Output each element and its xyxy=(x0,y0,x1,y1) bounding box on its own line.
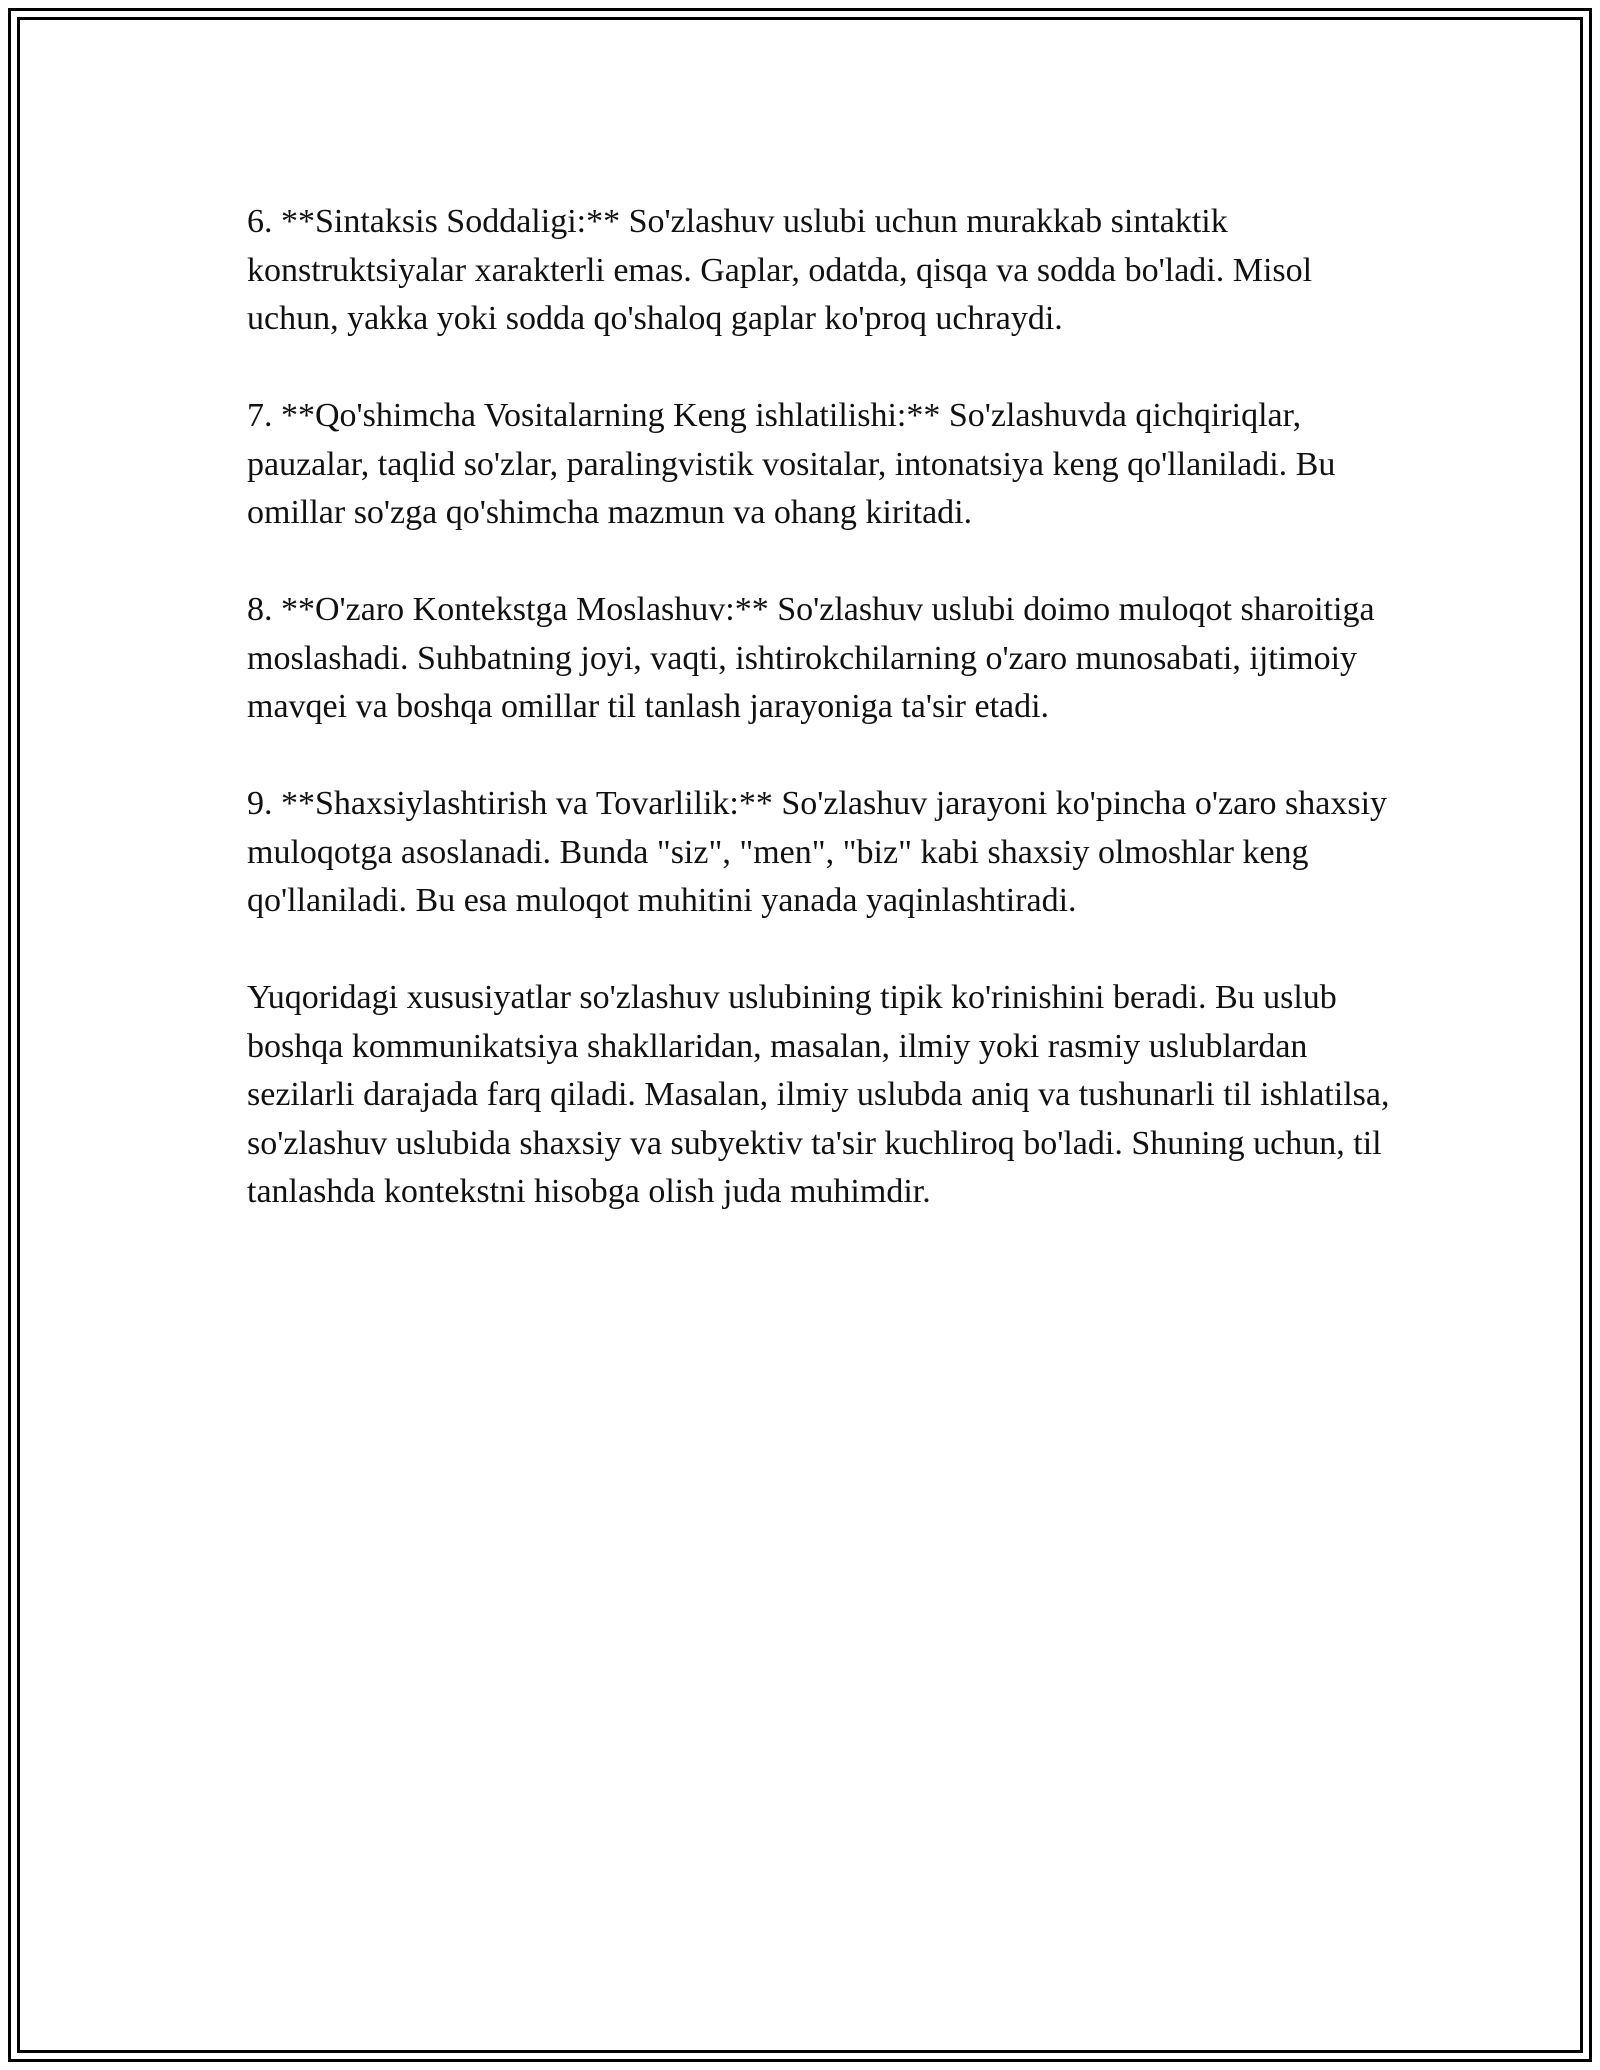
paragraph-item-9: 9. **Shaxsiylashtirish va Tovarlilik:** So'zlashuv jarayoni ko'pincha o'zaro shaxsiy muloqotga asoslanadi. Bunda "siz", "men", "biz" kabi shaxsiy olmoshlar keng qo'llaniladi. Bu esa muloqot muhitini yanada yaqinlashtiradi. xyxy=(247,785,1388,919)
paragraph-item-7: 7. **Qo'shimcha Vositalarning Keng ishlatilishi:** So'zlashuvda qichqiriqlar, pauzalar, taqlid so'zlar, paralingvistik vositalar, intonatsiya keng qo'llaniladi. Bu omillar so'zga qo'shimcha mazmun va ohang kiritadi. xyxy=(247,397,1336,531)
paragraph-item-8: 8. **O'zaro Kontekstga Moslashuv:** So'zlashuv uslubi doimo muloqot sharoitiga moslashadi. Suhbatning joyi, vaqti, ishtirokchilarning o'zaro munosabati, ijtimoiy mavqei va boshqa omillar til tanlash jarayoniga ta'sir etadi. xyxy=(247,591,1375,725)
paragraph-conclusion: Yuqoridagi xususiyatlar so'zlashuv uslubining tipik ko'rinishini beradi. Bu uslub boshqa kommunikatsiya shakllaridan, masalan, ilmiy yoki rasmiy uslublardan sezilarli darajada farq qiladi. Masalan, ilmiy uslubda aniq va tushunarli til ishlatilsa, so'zlashuv uslubida shaxsiy va subyektiv ta'sir kuchliroq bo'ladi. Shuning uchun, til tanlashda kontekstni hisobga olish juda muhimdir. xyxy=(247,979,1390,1210)
document-body xyxy=(247,198,1397,1265)
document-page xyxy=(8,8,1592,2062)
paragraph-item-6: 6. **Sintaksis Soddaligi:** So'zlashuv uslubi uchun murakkab sintaktik konstruktsiyalar xarakterli emas. Gaplar, odatda, qisqa va sodda bo'ladi. Misol uchun, yakka yoki sodda qo'shaloq gaplar ko'proq uchraydi. xyxy=(247,203,1313,337)
